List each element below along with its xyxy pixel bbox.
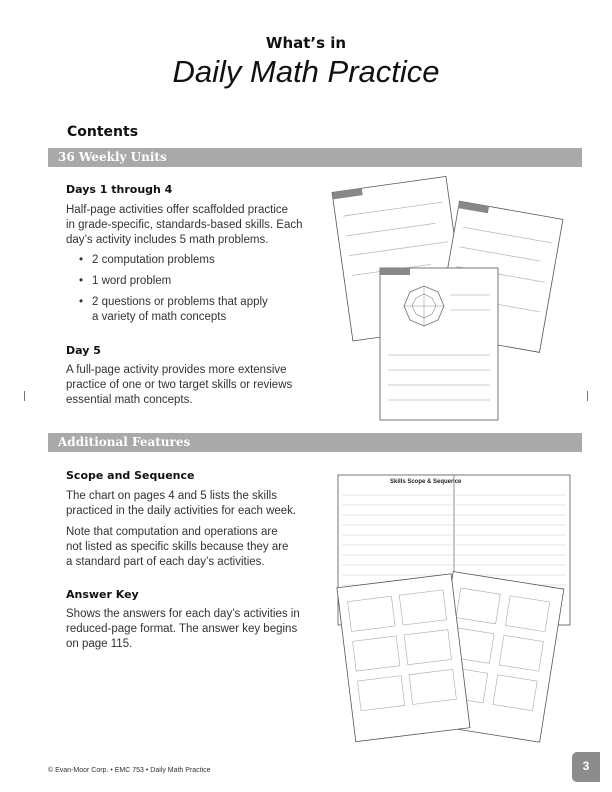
bullet-text: • 2 questions or problems that apply — [92, 296, 268, 308]
text-line: Note that computation and operations are — [66, 526, 278, 538]
days1-4-paragraph — [66, 203, 326, 248]
text-line: Half-page activities offer scaffolded practice — [66, 204, 289, 216]
section-bar-additional-features — [48, 433, 582, 452]
text-line: on page 115. — [66, 638, 133, 650]
page-number: 3 — [582, 759, 590, 773]
text-line: day’s activity includes 5 math problems. — [66, 234, 269, 246]
answer-key-heading: Answer Key — [66, 588, 139, 601]
answer-key-paragraph — [66, 607, 326, 652]
text-line: practiced in the daily activities for each week. — [66, 505, 297, 517]
text-line: A full-page activity provides more extensive — [66, 364, 287, 376]
bullet-text: a variety of math concepts — [92, 311, 227, 323]
day5-paragraph — [66, 363, 326, 408]
page-number-tab — [572, 752, 600, 782]
text-line: reduced-page format. The answer key begins — [66, 623, 298, 635]
bullet-item — [80, 253, 325, 268]
scope-paragraph-1 — [66, 489, 326, 519]
bullet-item — [80, 295, 325, 325]
days1-4-heading: Days 1 through 4 — [66, 183, 173, 196]
footer-copyright: © Evan-Moor Corp. • EMC 753 • Daily Math Practice — [48, 767, 211, 774]
day5-heading: Day 5 — [66, 344, 101, 357]
text-line: not listed as specific skills because they are — [66, 541, 289, 553]
text-line: practice of one or two target skills or reviews — [66, 379, 293, 391]
text-line: The chart on pages 4 and 5 lists the skills — [66, 490, 277, 502]
section-bar-label: Additional Features — [58, 435, 191, 449]
bullet-item — [80, 274, 325, 289]
title-line-1: What’s in — [265, 34, 347, 52]
scope-answer-key-illustration — [330, 470, 575, 750]
section-bar-weekly-units — [48, 148, 582, 167]
crop-mark-right — [587, 391, 588, 401]
text-line: in grade-specific, standards-based skills. Each — [66, 219, 303, 231]
scope-paragraph-2 — [66, 525, 326, 570]
scope-heading: Scope and Sequence — [66, 469, 195, 482]
title-line-2: Daily Math Practice — [172, 54, 440, 89]
section-bar-label: 36 Weekly Units — [58, 150, 167, 164]
bullet-text: • 1 word problem — [92, 275, 172, 287]
bullet-text: • 2 computation problems — [92, 254, 215, 266]
contents-heading: Contents — [67, 124, 139, 140]
text-line: essential math concepts. — [66, 394, 193, 406]
crop-mark-left — [24, 391, 25, 401]
text-line: a standard part of each day’s activities. — [66, 556, 265, 568]
text-line: Shows the answers for each day’s activities in — [66, 608, 300, 620]
scope-chart-title: Skills Scope & Sequence — [390, 479, 462, 485]
weekly-unit-pages-illustration — [330, 170, 570, 430]
